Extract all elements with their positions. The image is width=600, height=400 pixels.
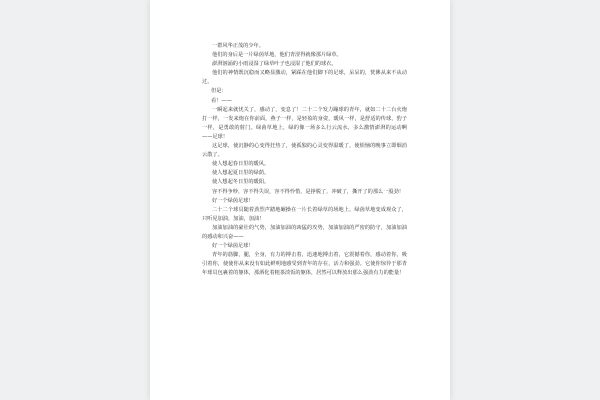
paragraph: 加油加油的豪壮的气势，加油加油的凶猛的攻势，加油加油的严密的防守，加油加油的感动和兴奋——	[202, 224, 407, 240]
paragraph: 好一个绿茵足球！	[212, 197, 254, 204]
paragraph: 容不得争吵，容不得失误，容不得怜惜，是挣脱了，冲破了，撕开了的那么一股劲！	[212, 188, 404, 195]
paragraph: 使人想起冬日里的暖阳。	[212, 179, 270, 186]
paragraph: 一瞬起来就忧关了，感动了，变息了！二十二个发力蹦球的青年，就如二十二台火炮打一样，一发来炮在你前面，燕子一样，是轻盈的身姿，暖风一样，是舒适的传球，豹子一样，是勇敢的射门。绿茵草地上，绿的像一场多么行云流水，多么激情澎湃的运动啊——足球！	[202, 106, 407, 140]
paragraph: 使人想起春日里的暖风。	[212, 161, 270, 168]
paragraph: 一群风华正茂的少年。	[212, 43, 264, 49]
paragraph: 这足球，使沉静的心变得狂热了，使孤独的心灵变得温暖了，使烦恼的晚事立即烟消云散了。	[202, 143, 407, 159]
paragraph: 二十二个球员随着劲烈声踏地碾操在一片长着绿草的场地上，绿茵草地变成观众了，只听见加油，加油，加油！	[202, 206, 407, 222]
paragraph: 青年的筋脚，腿，全身，有力的搏击着，迅速地搏击着，它震撼着你，感动着你，吸引着你，使使你从来没有如此鲜明地感受到青年的存在，活力和强劲。它使你惊异于那青年球员包裹着的躯体，那酒化着粗茶淡饭的躯体，居然可以释放出那么强劲有力的能量！	[202, 252, 407, 277]
paragraph: 好一个绿茵足球！	[212, 243, 254, 250]
paragraph: 他们的神情既沉稳而又略显激动，紧踩在他们脚下的足球，呆呆的，恍佛从来不从动过。	[202, 70, 407, 86]
paragraph: 看！——	[211, 97, 232, 104]
paragraph: 澎湃汹涌的小雨浸湿了绿草叶子也浸湿了他们的球衣。	[212, 61, 337, 68]
paragraph: 使人想起夏日里的绿荫。	[212, 170, 270, 177]
paragraph: 但是：	[211, 88, 227, 95]
document-page	[150, 0, 450, 400]
paragraph: 他们的身后是一片绿茵草地，他们青涩得就像那片绿草。	[212, 52, 342, 59]
document-body	[202, 42, 407, 278]
